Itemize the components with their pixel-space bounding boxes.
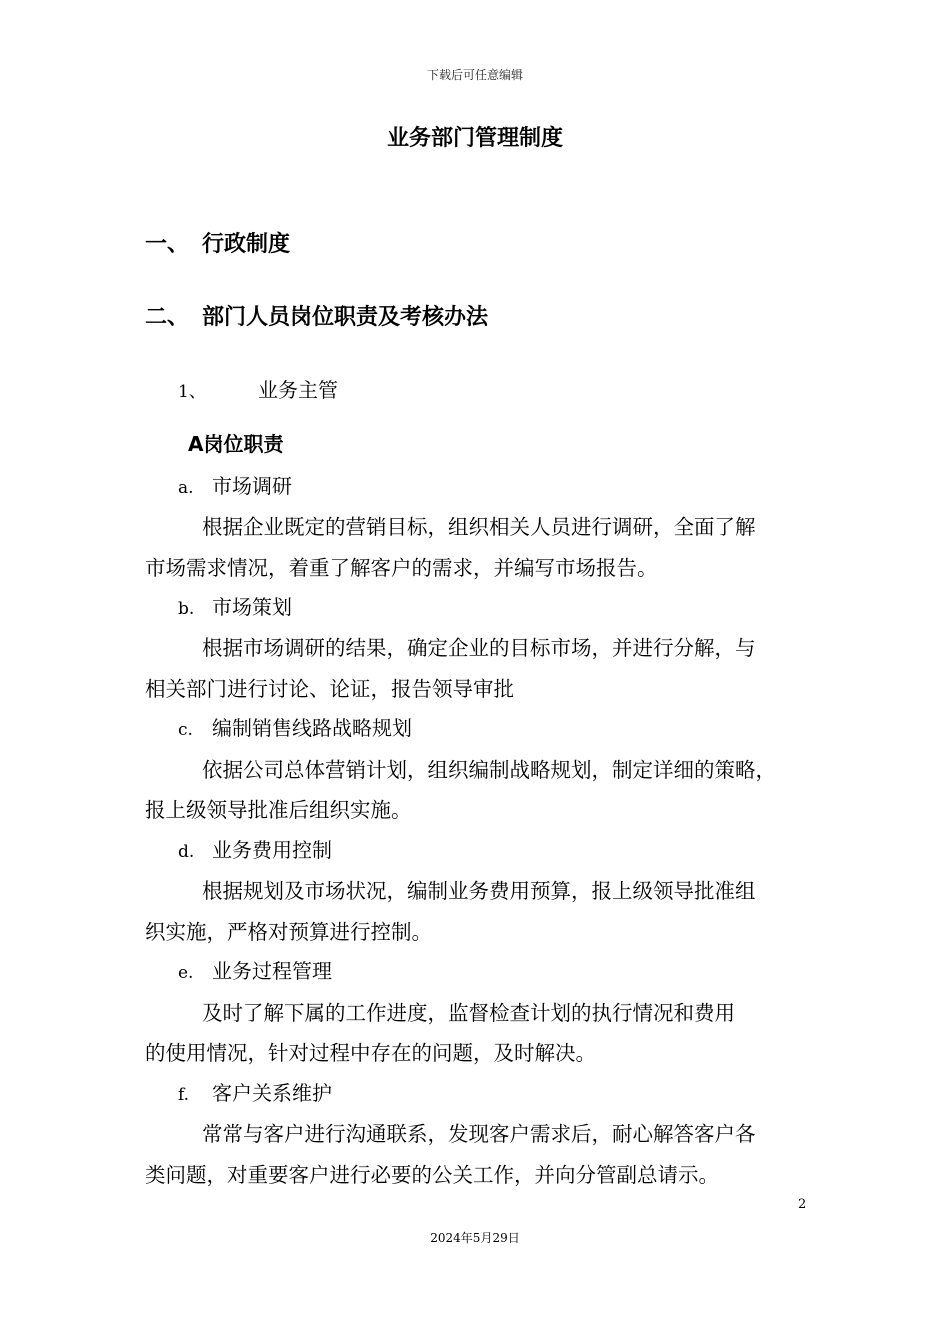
- item-title: 市场调研: [212, 474, 292, 498]
- paragraph-line: 及时了解下属的工作进度，监督检查计划的执行情况和费用: [202, 1001, 735, 1025]
- paragraph-line: 相关部门进行讨论、论证，报告领导审批: [145, 677, 514, 701]
- page-number: 2: [798, 1197, 807, 1212]
- item-letter: e.: [178, 963, 194, 983]
- item-heading: [178, 1077, 332, 1106]
- item-title: 编制销售线路战略规划: [212, 716, 412, 740]
- item-heading: [178, 955, 332, 984]
- section-number: 二、: [145, 305, 190, 330]
- paragraph-line: 织实施，严格对预算进行控制。: [145, 920, 432, 944]
- item-title: 市场策划: [212, 595, 292, 619]
- subsection-label: 业务主管: [258, 378, 338, 402]
- subsection-heading: [178, 374, 338, 403]
- item-heading: [178, 591, 292, 620]
- item-title: 业务过程管理: [212, 959, 332, 983]
- section-label: 部门人员岗位职责及考核办法: [202, 305, 489, 330]
- section-number: 一、: [145, 232, 190, 257]
- paragraph-line: 市场需求情况，着重了解客户的需求，并编写市场报告。: [145, 556, 658, 580]
- section-heading-2: [145, 300, 488, 331]
- document-title: 业务部门管理制度: [386, 126, 563, 151]
- paragraph-line: 常常与客户进行沟通联系，发现客户需求后，耐心解答客户各: [202, 1122, 756, 1146]
- paragraph-line: 根据规划及市场状况，编制业务费用预算，报上级领导批准组: [202, 879, 756, 903]
- section-heading-1: [145, 227, 290, 258]
- item-letter: b.: [178, 599, 195, 619]
- section-label: 行政制度: [202, 232, 291, 257]
- item-letter: a.: [178, 478, 194, 498]
- item-heading: [178, 712, 412, 741]
- paragraph-line: 根据市场调研的结果，确定企业的目标市场，并进行分解，与: [202, 636, 756, 660]
- item-letter: d.: [178, 842, 195, 862]
- item-title: 客户关系维护: [212, 1081, 332, 1105]
- item-title: 业务费用控制: [212, 838, 332, 862]
- item-letter: f.: [178, 1085, 190, 1105]
- subheading: A岗位职责: [188, 432, 284, 456]
- item-heading: [178, 470, 292, 499]
- paragraph-line: 依据公司总体营销计划，组织编制战略规划，制定详细的策略，: [202, 758, 776, 782]
- subsection-number: 1、: [178, 382, 206, 402]
- header-note: 下载后可任意编辑: [426, 68, 523, 82]
- footer-date: 2024年5月29日: [430, 1231, 520, 1245]
- paragraph-line: 报上级领导批准后组织实施。: [145, 798, 412, 822]
- item-letter: c.: [178, 720, 193, 740]
- paragraph-line: 根据企业既定的营销目标，组织相关人员进行调研，全面了解: [202, 515, 756, 539]
- paragraph-line: 类问题，对重要客户进行必要的公关工作，并向分管副总请示。: [145, 1163, 719, 1187]
- paragraph-line: 的使用情况，针对过程中存在的问题，及时解决。: [145, 1041, 596, 1065]
- item-heading: [178, 834, 332, 863]
